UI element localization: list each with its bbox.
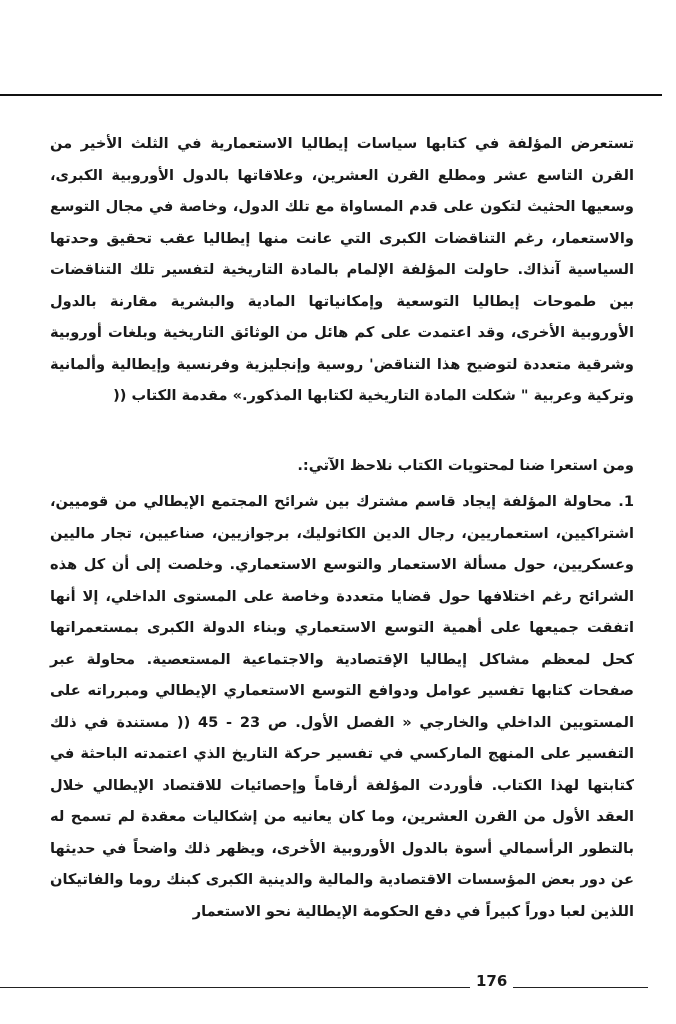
footer-rule [0,987,648,988]
top-rule [0,94,662,96]
body-paragraph-1 [50,128,634,412]
paragraph-2-text: 1. محاولة المؤلفة إيجاد قاسم مشترك بين شرائح المجتمع الإيطالي من قوميين، اشتراكيين، استعماريين، رجال الدين الكاثوليك، برجوازيين، صناعيين، تجار ماليين وعسكريين، حول مسألة الاستعمار والتوسع الاستعماري. وخلصت إلى أن كل هذه الشرائح رغم اختلافها حول قضايا متعددة وخاصة على المستوى الداخلي، إلا أنها اتفقت جميعها على أهمية التوسع الاستعماري وبناء الدولة الكبرى بمستعمراتها كحل لمعظم مشاكل إيطاليا الإقتصادية والاجتماعية المستعصية. محاولة عبر صفحات كتابها تفسير عوامل ودوافع التوسع الاستعماري الإيطالي ومبرراته على المستويين الداخلي والخارجي « الفصل الأول. ص 23 - 45 (( مستندة في ذلك التفسير على المنهج الماركسي في تفسير حركة التاريخ الذي اعتمدته الباحثة في كتابتها لهذا الكتاب. فأوردت المؤلفة أرقاماً وإحصائيات للاقتصاد الإيطالي خلال العقد الأول من القرن العشرين، وما كان يعانيه من إشكاليات معقدة لم تسمح له بالتطور الرأسمالي أسوة بالدول الأوروبية الأخرى، ويظهر ذلك واضحاً في حديثها عن دور بعض المؤسسات الاقتصادية والمالية والدينية الكبرى كبنك روما والفاتيكان اللذين لعبا دوراً كبيراً في دفع الحكومة الإيطالية نحو الاستعمار [50,493,634,920]
section-subheading: ومن استعرا ضنا لمحتويات الكتاب نلاحظ الآتي:. [297,457,634,474]
paragraph-1-text: تستعرض المؤلفة في كتابها سياسات إيطاليا الاستعمارية في الثلث الأخير من القرن التاسع عشر ومطلع القرن العشرين، وعلاقاتها بالدول الأوروبية الكبرى، وسعيها الحثيث لتكون على قدم المساواة مع تلك الدول، وخاصة في مجال التوسع والاستعمار، رغم التناقضات الكبرى التي عانت منها إيطاليا عقب تحقيق وحدتها السياسية آنذاك. حاولت المؤلفة الإلمام بالمادة التاريخية لتفسير تلك التناقضات بين طموحات إيطاليا التوسعية وإمكانياتها المادية والبشرية مقارنة بالدول الأوروبية الأخرى، وقد اعتمدت على كم هائل من الوثائق التاريخية وبلغات أوروبية وشرقية متعددة لتوضيح هذا التناقض' روسية وإنجليزية وفرنسية وإيطالية وألمانية وتركية وعربية " شكلت المادة التاريخية لكتابها المذكور.» مقدمة الكتاب (( [50,135,634,404]
page-number: 176 [470,972,513,990]
body-paragraph-2 [50,486,634,927]
